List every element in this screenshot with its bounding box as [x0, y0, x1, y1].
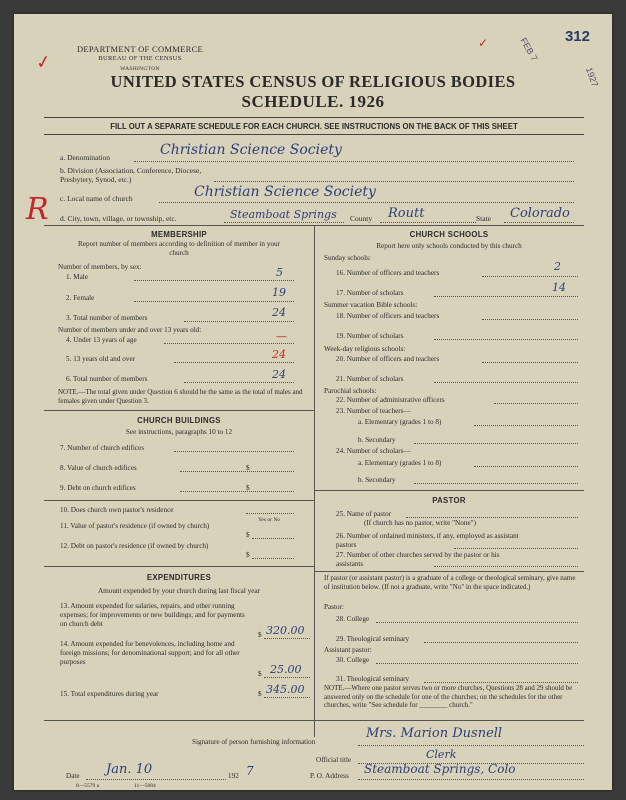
- column-divider: [314, 225, 315, 737]
- pastor-mid-rule: [314, 571, 584, 572]
- q12-label: 12. Debt on pastor's residence (if owned by church): [60, 542, 209, 550]
- state-value: Colorado: [510, 206, 570, 221]
- city-name: WASHINGTON: [120, 66, 160, 72]
- form-number: 312: [564, 28, 590, 45]
- members-by-sex-label: Number of members, by sex:: [58, 263, 142, 271]
- q5-label: 5. 13 years old and over: [66, 355, 136, 363]
- q12-dollar: $: [246, 551, 250, 559]
- membership-subheading: Report number of members according to definition of member in your church: [78, 240, 280, 257]
- year-value: 7: [246, 764, 254, 778]
- q8-dollar: $: [246, 464, 250, 472]
- print-code-2: 11—5084: [134, 783, 156, 789]
- q13-dollar: $: [258, 631, 262, 639]
- q17-label: 17. Number of scholars: [336, 289, 404, 297]
- po-address-line: [358, 779, 584, 780]
- q7-label: 7. Number of church edifices: [60, 444, 145, 452]
- q18-label: 18. Number of officers and teachers: [336, 312, 440, 320]
- q31-label: 31. Theological seminary: [336, 675, 410, 683]
- q10-label: 10. Does church own pastor's residence: [60, 506, 174, 514]
- q3-value: 24: [272, 306, 286, 319]
- q22-line: [494, 403, 578, 404]
- q5-line: [174, 362, 294, 363]
- q17-value: 14: [552, 281, 566, 294]
- county-label: County: [350, 214, 373, 223]
- q24b-line: [414, 483, 578, 484]
- buildings-bottom-rule: [44, 566, 314, 567]
- q15-line: [264, 697, 310, 698]
- q20-label: 20. Number of officers and teachers: [336, 355, 440, 363]
- q30-label: 30. College: [336, 656, 370, 664]
- instruction-banner: FILL OUT A SEPARATE SCHEDULE FOR EACH CHURCH. SEE INSTRUCTIONS ON THE BACK OF THIS SHEET: [44, 117, 584, 135]
- year-prefix: 192: [228, 772, 239, 780]
- official-title-value: Clerk: [426, 748, 457, 761]
- q27-label: 27. Number of other churches served by the pastor or his assistants: [336, 551, 500, 568]
- local-name-label: c. Local name of church: [60, 194, 133, 203]
- pastor-heading: PASTOR: [432, 496, 466, 505]
- signature-label: Signature of person furnishing information: [192, 738, 316, 746]
- q5-value: 24: [272, 348, 286, 361]
- q20-line: [482, 362, 578, 363]
- q15-dollar: $: [258, 690, 262, 698]
- received-date-stamp: FEB 7: [518, 36, 540, 63]
- q16-label: 16. Number of officers and teachers: [336, 269, 440, 277]
- red-r-mark: R: [26, 192, 49, 227]
- date-label: Date: [66, 772, 80, 780]
- buildings-subheading: See instructions, paragraphs 10 to 12: [125, 428, 233, 436]
- q14-label: 14. Amount expended for benevolences, including home and foreign missions; for denominational support; and for all other purposes: [60, 640, 240, 666]
- division-line: [214, 181, 574, 182]
- q14-line: [264, 677, 310, 678]
- q25-line: [406, 517, 578, 518]
- q27-line: [434, 566, 578, 567]
- county-value: Routt: [388, 206, 425, 221]
- q23a-label: a. Elementary (grades 1 to 8): [358, 418, 442, 426]
- sunday-schools-label: Sunday schools:: [324, 254, 371, 262]
- q11-line: [252, 538, 294, 539]
- q13-value: 320.00: [266, 624, 305, 637]
- q24a-label: a. Elementary (grades 1 to 8): [358, 459, 442, 467]
- q23-label: 23. Number of teachers—: [336, 407, 411, 415]
- expenditures-heading: EXPENDITURES: [146, 573, 212, 582]
- q21-label: 21. Number of scholars: [336, 375, 404, 383]
- membership-heading: MEMBERSHIP: [151, 230, 207, 239]
- page-subtitle: SCHEDULE. 1926: [241, 92, 385, 111]
- q3-label: 3. Total number of members: [66, 314, 148, 322]
- q31-line: [424, 682, 578, 683]
- q16-line: [482, 276, 578, 277]
- q26-label: 26. Number of ordained ministers, if any, employed as assistant pastors: [336, 532, 519, 549]
- q6-value: 24: [272, 368, 286, 381]
- schools-heading: CHURCH SCHOOLS: [409, 230, 489, 239]
- buildings-heading: CHURCH BUILDINGS: [137, 416, 221, 425]
- red-check-mark: ✓: [34, 50, 53, 74]
- q4-line: [164, 343, 294, 344]
- signature-value: Mrs. Marion Dusnell: [366, 726, 503, 741]
- received-year-stamp: 1927: [583, 65, 601, 89]
- state-line: [504, 222, 574, 223]
- q23a-line: [474, 425, 578, 426]
- q15-value: 345.00: [266, 683, 305, 696]
- q23b-label: b. Secondary: [358, 436, 396, 444]
- age-label: Number of members under and over 13 years old:: [58, 326, 202, 334]
- denomination-label: a. Denomination: [60, 153, 110, 162]
- q23b-line: [414, 443, 578, 444]
- q1-label: 1. Male: [66, 273, 88, 281]
- q8-label: 8. Value of church edifices: [60, 464, 137, 472]
- q11-dollar: $: [246, 531, 250, 539]
- q8-line: [180, 471, 294, 472]
- q21-line: [434, 382, 578, 383]
- q3-line: [184, 321, 294, 322]
- q13-label: 13. Amount expended for salaries, repairs, and other running expenses; for improvements or new buildings; and for payments on church debt: [60, 602, 245, 628]
- q19-label: 19. Number of scholars: [336, 332, 404, 340]
- q9-label: 9. Debt on church edifices: [60, 484, 136, 492]
- schools-subheading: Report here only schools conducted by this church: [376, 242, 522, 250]
- q15-label: 15. Total expenditures during year: [60, 690, 159, 698]
- q6-label: 6. Total number of members: [66, 375, 148, 383]
- buildings-mid-rule: [44, 500, 314, 501]
- q24-label: 24. Number of scholars—: [336, 447, 411, 455]
- city-value: Steamboat Springs: [230, 208, 337, 221]
- county-line: [380, 222, 476, 223]
- q14-dollar: $: [258, 670, 262, 678]
- division-label: b. Division (Association, Conference, Diocese, Presbytery, Synod, etc.): [60, 166, 202, 184]
- expenditures-subheading: Amount expended by your church during last fiscal year: [97, 587, 261, 595]
- date-line: [86, 779, 226, 780]
- denomination-value: Christian Science Society: [160, 142, 342, 158]
- assistant-pastor-label: Assistant pastor:: [324, 646, 372, 654]
- q10-line: [246, 513, 294, 514]
- official-title-label: Official title: [316, 756, 352, 764]
- q12-line: [252, 558, 294, 559]
- q14-value: 25.00: [270, 663, 302, 676]
- department-block: [60, 44, 220, 74]
- local-name-line: [159, 202, 574, 203]
- yes-or-no-label: Yes or No: [258, 517, 281, 523]
- signature-line: [358, 745, 584, 746]
- q4-label: 4. Under 13 years of age: [66, 336, 137, 344]
- q9-line: [180, 491, 294, 492]
- membership-bottom-rule: [44, 410, 314, 411]
- department-name: DEPARTMENT OF COMMERCE: [76, 44, 204, 54]
- q24b-label: b. Secondary: [358, 476, 396, 484]
- q28-label: 28. College: [336, 615, 370, 623]
- q22-label: 22. Number of administrative officers: [336, 396, 445, 404]
- q2-value: 19: [272, 286, 286, 299]
- q11-label: 11. Value of pastor's residence (if owned by church): [60, 522, 210, 530]
- q28-line: [376, 622, 578, 623]
- city-label: d. City, town, village, or township, etc.: [60, 214, 177, 223]
- q6-line: [184, 382, 294, 383]
- red-tick-mark: ✓: [478, 36, 489, 50]
- q1-value: 5: [276, 266, 283, 279]
- page-title: UNITED STATES CENSUS OF RELIGIOUS BODIES: [110, 72, 516, 91]
- q2-line: [134, 301, 294, 302]
- date-value: Jan. 10: [106, 762, 153, 777]
- census-schedule-sheet: [14, 14, 612, 790]
- q13-line: [264, 638, 310, 639]
- print-code: 8—5579 a: [76, 783, 100, 789]
- schools-bottom-rule: [314, 490, 584, 491]
- local-name-value: Christian Science Society: [194, 184, 376, 200]
- q19-line: [434, 339, 578, 340]
- graduate-note: If pastor (or assistant pastor) is a graduate of a college or theological seminary, give name of institution below. (If not a graduate, write "No" in the space indicated.): [324, 574, 576, 591]
- pastor-label: Pastor:: [324, 603, 344, 611]
- po-address-value: Steamboat Springs, Colo: [364, 762, 516, 776]
- bureau-name: BUREAU OF THE CENSUS: [98, 55, 182, 62]
- q25-sublabel: (If church has no pastor, write "None"): [364, 519, 476, 527]
- q17-line: [434, 296, 578, 297]
- state-label: State: [476, 214, 491, 223]
- q9-dollar: $: [246, 484, 250, 492]
- pastor-note: NOTE.—Where one pastor serves two or more churches, Questions 28 and 29 should be answered only on the schedule for one of the churches; on the schedules for the other churches, write "See schedule for ________ church.": [324, 684, 573, 709]
- q7-line: [174, 451, 294, 452]
- membership-note: NOTE.—The total given under Question 6 should be the same as the total of males and females given under Question 3.: [58, 388, 303, 405]
- q29-line: [424, 642, 578, 643]
- parochial-schools-label: Parochial schools:: [324, 387, 377, 395]
- q16-value: 2: [554, 260, 561, 273]
- weekday-schools-label: Week-day religious schools:: [324, 345, 406, 353]
- city-line: [224, 222, 344, 223]
- po-address-label: P. O. Address: [310, 772, 349, 780]
- q4-value: —: [276, 330, 287, 343]
- q29-label: 29. Theological seminary: [336, 635, 410, 643]
- q24a-line: [474, 466, 578, 467]
- denomination-line: [134, 161, 574, 162]
- body-bottom-rule: [44, 720, 584, 721]
- summer-schools-label: Summer vacation Bible schools:: [324, 301, 418, 309]
- q30-line: [376, 663, 578, 664]
- q18-line: [482, 319, 578, 320]
- q26-line: [454, 548, 578, 549]
- q1-line: [134, 280, 294, 281]
- q25-label: 25. Name of pastor: [336, 510, 392, 518]
- q2-label: 2. Female: [66, 294, 95, 302]
